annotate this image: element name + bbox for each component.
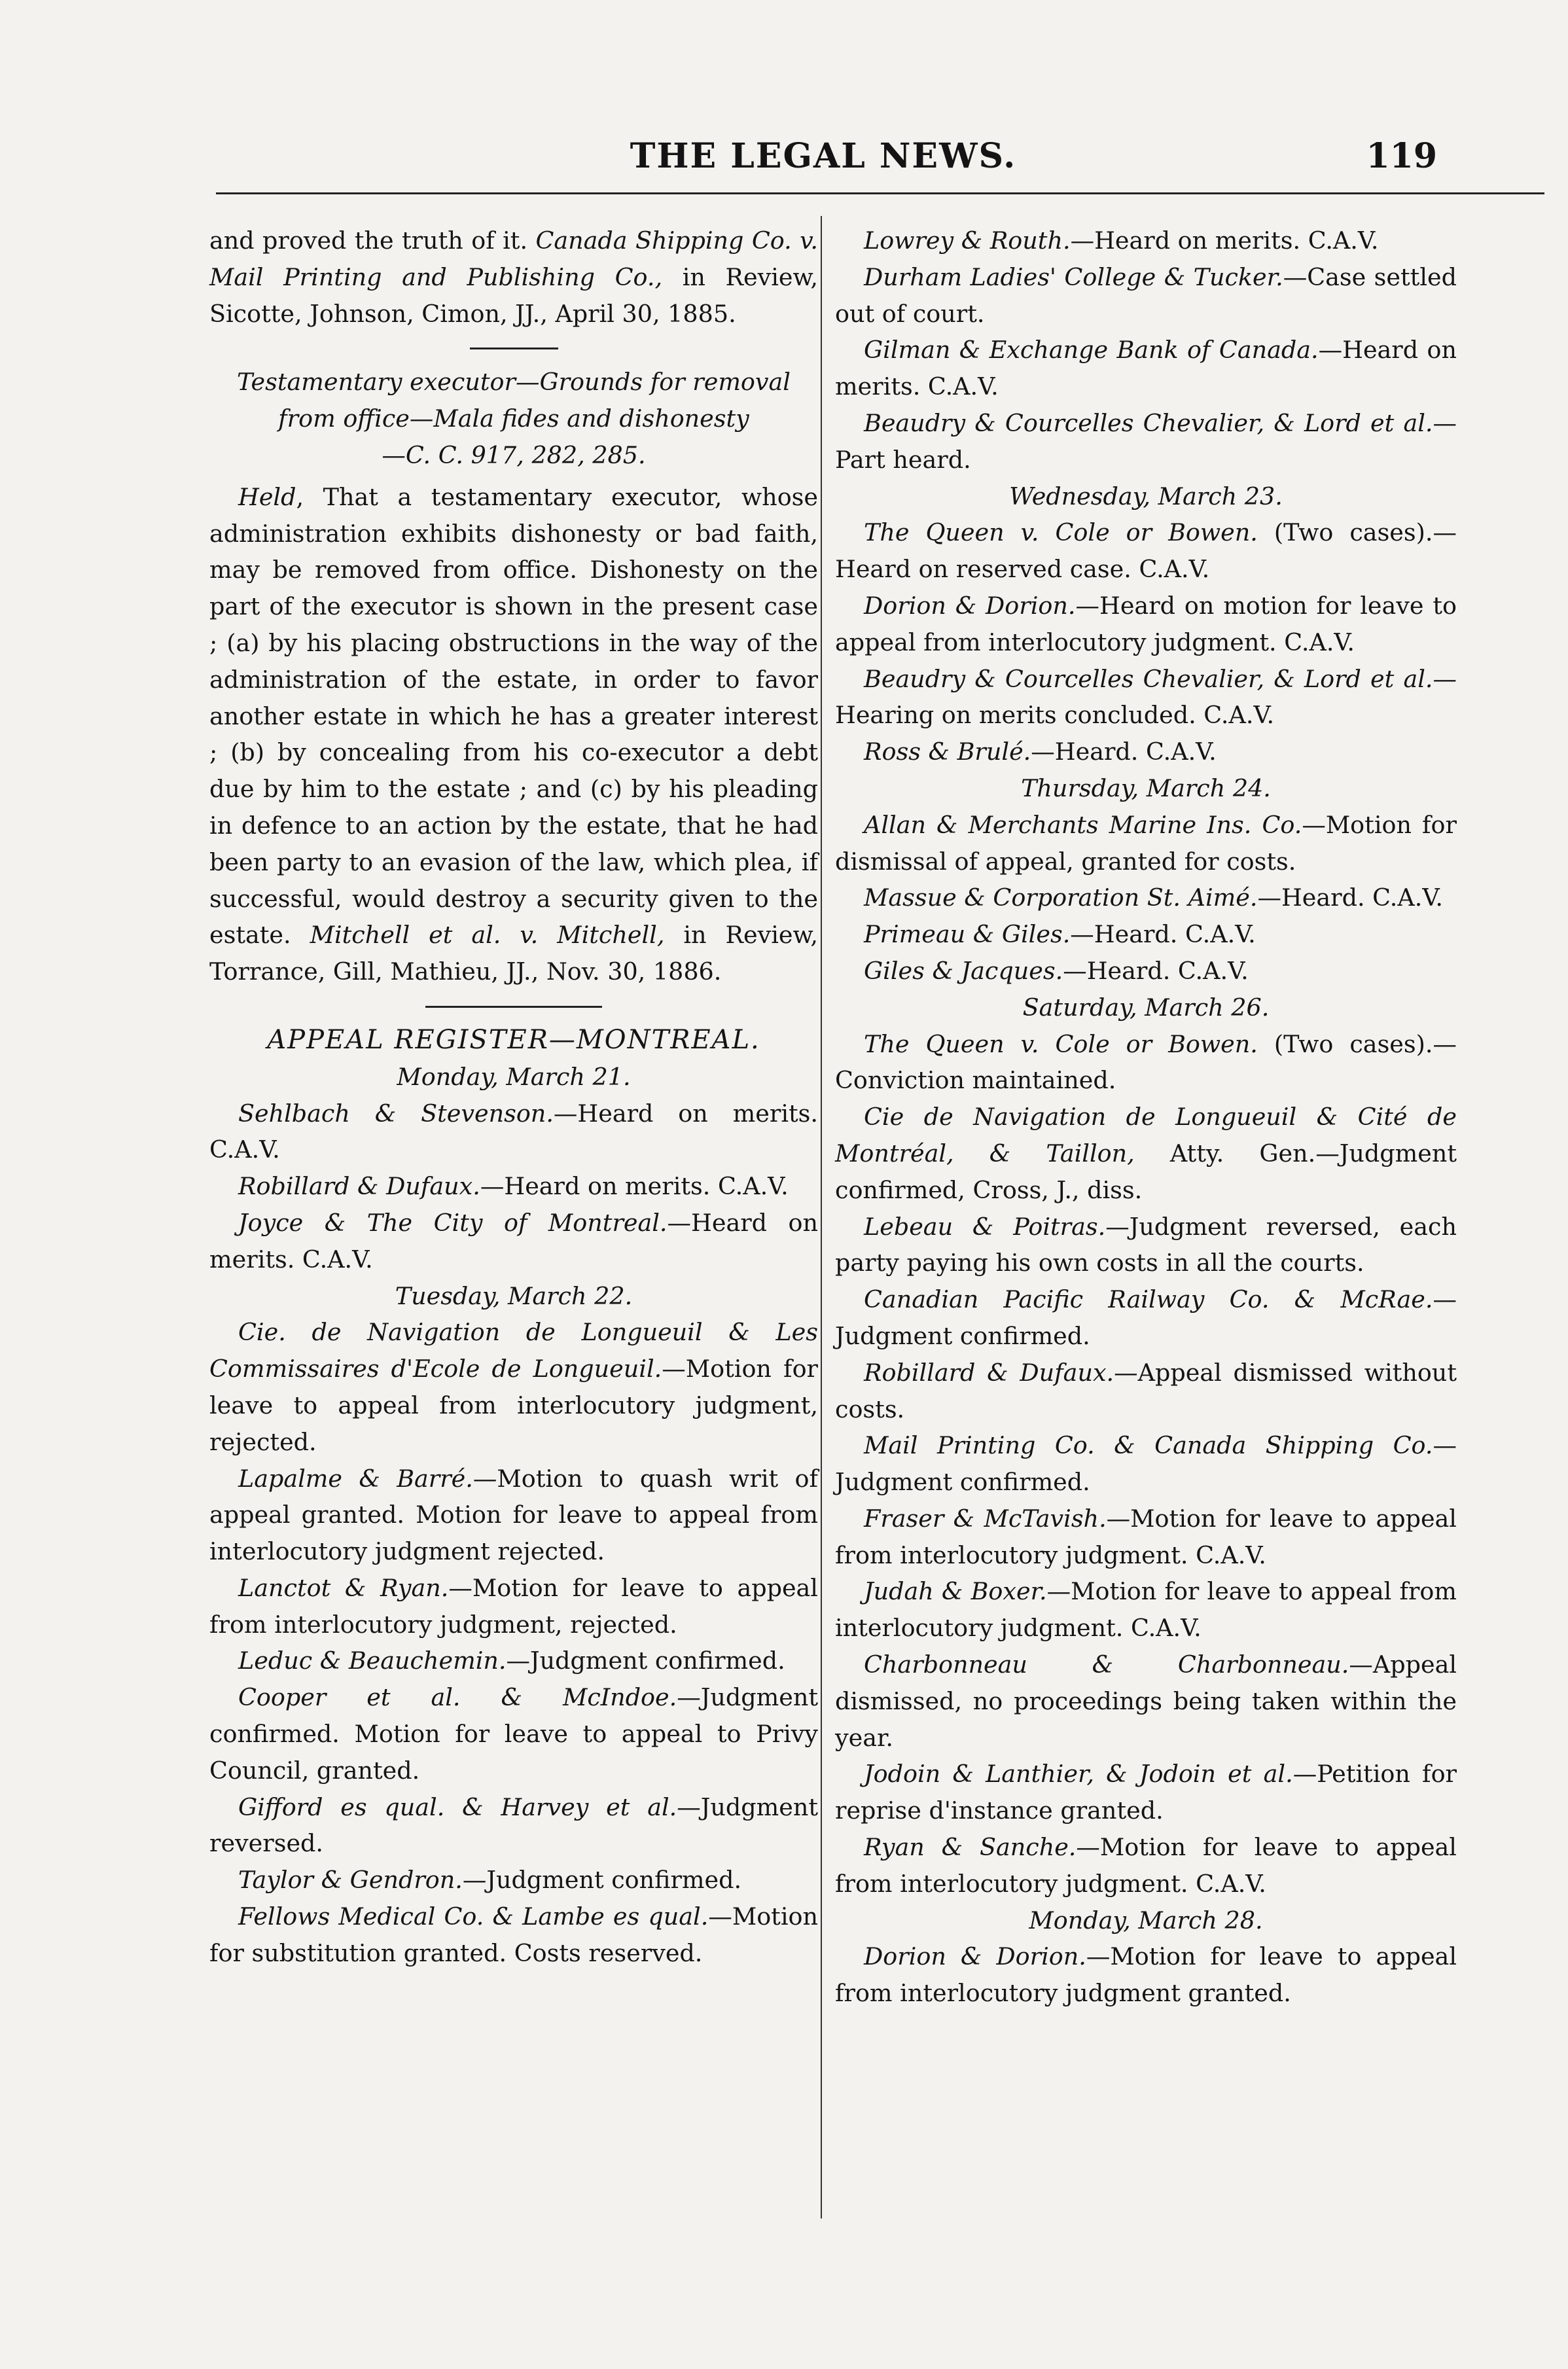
register-entry: Fraser & McTavish.—Motion for leave to appeal from interlocutory judgment. C.A.V.	[835, 1504, 1457, 1569]
date-heading: Tuesday, March 22.	[395, 1281, 633, 1310]
register-entry: The Queen v. Cole or Bowen. (Two cases).—Conviction maintained.	[835, 1029, 1457, 1095]
column-divider	[821, 216, 822, 2218]
register-entry: Taylor & Gendron.—Judgment confirmed.	[238, 1866, 742, 1895]
page-header	[209, 136, 1437, 175]
section-rule	[470, 347, 558, 349]
register-entry: Sehlbach & Stevenson.—Heard on merits. C.A.V.	[209, 1099, 818, 1164]
register-entry: Ross & Brulé.—Heard. C.A.V.	[864, 738, 1217, 766]
register-entry: Lebeau & Poitras.—Judgment reversed, each party paying his own costs in all the courts.	[835, 1212, 1457, 1277]
syllabus: Testamentary executor—Grounds for removal from office—Mala fides and dishonesty —C. C. 917, 282, 285.	[237, 368, 791, 469]
held-paragraph: Held, That a testamentary executor, whose administration exhibits dishonesty or bad faith, may be removed from office. Dishonesty on the part of the executor is shown in the present case ; (a) by his placing obstructions in the way of the administration of the estate, in order to favor another estate in which he has a greater interest ; (b) by concealing from his co-executor a debt due by him to the estate ; and (c) by his pleading in defence to an action by the estate, that he had been party to an evasion of the law, which plea, if successful, would destroy a security given to the estate. Mitchell et al. v. Mitchell, in Review, Torrance, Gill, Mathieu, JJ., Nov. 30, 1886.	[209, 482, 818, 986]
register-entry: Massue & Corporation St. Aimé.—Heard. C.A.V.	[864, 883, 1443, 912]
register-entry: Canadian Pacific Railway Co. & McRae.—Judgment confirmed.	[835, 1285, 1457, 1350]
register-entry: Primeau & Giles.—Heard. C.A.V.	[864, 920, 1256, 949]
register-entry: Beaudry & Courcelles Chevalier, & Lord et al.—Hearing on merits concluded. C.A.V.	[835, 664, 1457, 730]
intro-paragraph: and proved the truth of it. Canada Shipping Co. v. Mail Printing and Publishing Co., in Review, Sicotte, Johnson, Cimon, JJ., April 30, 1885.	[209, 226, 818, 328]
left-column	[209, 223, 818, 1972]
section-rule	[425, 1006, 602, 1008]
register-entry: Judah & Boxer.—Motion for leave to appeal from interlocutory judgment. C.A.V.	[835, 1577, 1457, 1643]
register-entry: Lapalme & Barré.—Motion to quash writ of appeal granted. Motion for leave to appeal from interlocutory judgment rejected.	[209, 1464, 818, 1566]
register-entry: Cie de Navigation de Longueuil & Cité de Montréal, & Taillon, Atty. Gen.—Judgment confirmed, Cross, J., diss.	[835, 1103, 1457, 1204]
register-entry: Mail Printing Co. & Canada Shipping Co.—Judgment confirmed.	[835, 1431, 1457, 1497]
register-entry: Dorion & Dorion.—Motion for leave to appeal from interlocutory judgment granted.	[835, 1942, 1457, 2008]
register-entry: Robillard & Dufaux.—Heard on merits. C.A.V.	[238, 1172, 789, 1201]
register-entry: Beaudry & Courcelles Chevalier, & Lord et al.—Part heard.	[835, 408, 1457, 474]
register-entry: Gilman & Exchange Bank of Canada.—Heard on merits. C.A.V.	[835, 336, 1457, 401]
register-entry: Jodoin & Lanthier, & Jodoin et al.—Petition for reprise d'instance granted.	[835, 1760, 1457, 1825]
register-entry: Lowrey & Routh.—Heard on merits. C.A.V.	[864, 226, 1379, 255]
appeal-register-heading: APPEAL REGISTER—MONTREAL.	[267, 1024, 760, 1055]
register-entry: Durham Ladies' College & Tucker.—Case settled out of court.	[835, 262, 1457, 328]
register-entry: Dorion & Dorion.—Heard on motion for leave to appeal from interlocutory judgment. C.A.V.	[835, 591, 1457, 656]
register-entry: Gifford es qual. & Harvey et al.—Judgment reversed.	[209, 1792, 818, 1858]
register-entry: Robillard & Dufaux.—Appeal dismissed without costs.	[835, 1358, 1457, 1423]
date-heading: Thursday, March 24.	[1021, 774, 1271, 802]
register-entry: Cie. de Navigation de Longueuil & Les Commissaires d'Ecole de Longueuil.—Motion for leave to appeal from interlocutory judgment, rejected.	[209, 1318, 818, 1456]
register-entry: Allan & Merchants Marine Ins. Co.—Motion for dismissal of appeal, granted for costs.	[835, 810, 1457, 876]
date-heading: Wednesday, March 23.	[1009, 482, 1283, 510]
register-entry: Leduc & Beauchemin.—Judgment confirmed.	[238, 1647, 785, 1675]
register-entry: Giles & Jacques.—Heard. C.A.V.	[864, 956, 1249, 985]
register-entry: Lanctot & Ryan.—Motion for leave to appeal from interlocutory judgment, rejected.	[209, 1573, 818, 1639]
header-rule	[216, 192, 1544, 194]
page-number: 119	[1366, 136, 1437, 176]
register-entry: Joyce & The City of Montreal.—Heard on merits. C.A.V.	[209, 1208, 818, 1274]
date-heading: Monday, March 28.	[1029, 1906, 1263, 1934]
register-entry: Charbonneau & Charbonneau.—Appeal dismissed, no proceedings being taken within the year.	[835, 1650, 1457, 1752]
right-column	[835, 223, 1457, 2012]
date-heading: Monday, March 21.	[397, 1062, 631, 1091]
register-entry: The Queen v. Cole or Bowen. (Two cases).—Heard on reserved case. C.A.V.	[835, 518, 1457, 584]
date-heading: Saturday, March 26.	[1022, 993, 1270, 1022]
running-title: THE LEGAL NEWS.	[630, 136, 1017, 176]
register-entry: Fellows Medical Co. & Lambe es qual.—Motion for substitution granted. Costs reserved.	[209, 1902, 818, 1967]
register-entry: Cooper et al. & McIndoe.—Judgment confirmed. Motion for leave to appeal to Privy Council, granted.	[209, 1683, 818, 1785]
register-entry: Ryan & Sanche.—Motion for leave to appeal from interlocutory judgment. C.A.V.	[835, 1833, 1457, 1898]
